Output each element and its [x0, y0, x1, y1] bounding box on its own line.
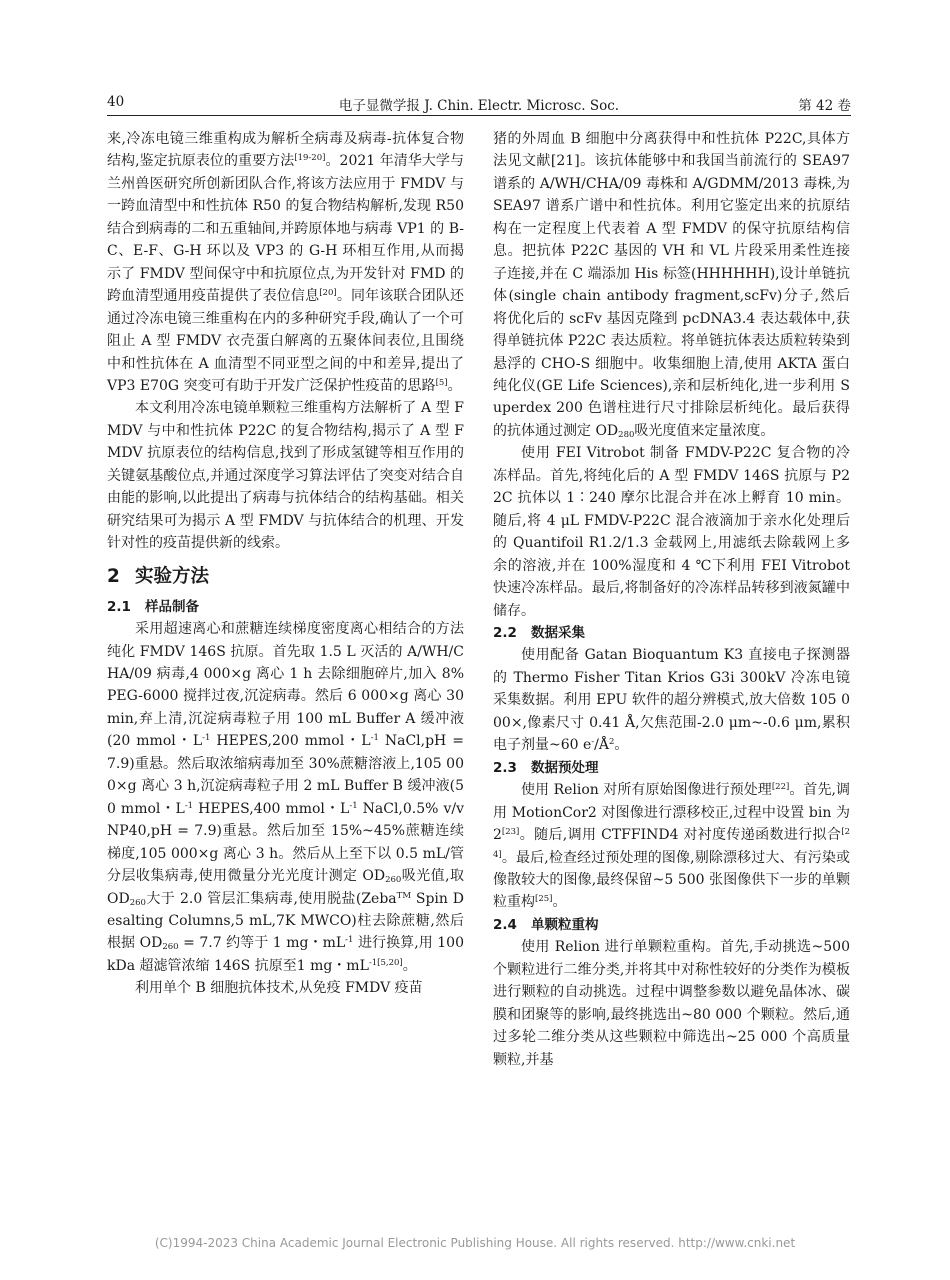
- paragraph-intro-end: 来,冷冻电镜三维重构成为解析全病毒及病毒-抗体复合物结构,鉴定抗原表位的重要方法[19-20]。2021 年清华大学与兰州兽医研究所创新团队合作,将该方法应用于 FMDV 与一跨血清型中和性抗体 R50 的复合物结构解析,发现 R50 结合到病毒的二和五重轴间,并跨原体地与病毒 VP1 的 B-C、E-F、G-H 环以及 VP3 的 G-H 环相互作用,从而揭示了 FMDV 型间保守中和抗原位点,为开发针对 FMD 的跨血清型通用疫苗提供了表位信息[20]。同年该联合团队还通过冷冻电镜三维重构在内的多种研究手段,确认了一个可阻止 A 型 FMDV 衣壳蛋白解离的五聚体间表位,且围绕中和性抗体在 A 血清型不同亚型之间的中和差异,提出了 VP3 E70G 突变可有助于开发广泛保护性疫苗的思路[5]。: [107, 131, 465, 394]
- page-number: 40: [107, 94, 125, 110]
- paragraph-reconstruction: 使用 Relion 进行单颗粒重构。首先,手动挑选~500 个颗粒进行二维分类,并将其中对称性较好的分类作为模板进行颗粒的自动挑选。过程中调整参数以避免晶体冰、碳膜和团聚等的影响,最终挑选出~80 000 个颗粒。然后,通过多轮二维分类从这些颗粒中筛选出~25 000 个高质量颗粒,并基: [493, 939, 850, 1068]
- subsection-heading-data-collection: 2.2 数据采集: [493, 624, 585, 641]
- paragraph-bcell-continued: 猪的外周血 B 细胞中分离获得中和性抗体 P22C,具体方法见文献[21]。该抗体能够中和我国当前流行的 SEA97 谱系的 A/WH/CHA/09 毒株和 A/GDMM/2013 毒株,为 SEA97 谱系广谱中和性抗体。利用它鉴定出来的抗原结构在一定程度上代表着 A 型 FMDV 的保守抗原结构信息。把抗体 P22C 基因的 VH 和 VL 片段采用柔性连接子连接,并在 C 端添加 His 标签(HHHHHH),设计单链抗体(single chain antibody fragment,scFv)分子,然后将优化后的 scFv 基因克隆到 pcDNA3.4 表达载体中,获得单链抗体 P22C 表达质粒。将单链抗体表达质粒转染到悬浮的 CHO-S 细胞中。收集细胞上清,使用 AKTA 蛋白纯化仪(GE Life Sciences),亲和层析纯化,进一步利用 Superdex 200 色谱柱进行尺寸排除层析纯化。最后获得的抗体通过测定 $OD_{280}$吸光度值来定量浓度。: [493, 131, 850, 440]
- citation: [20]: [319, 288, 337, 299]
- copyright-footer: (C)1994-2023 China Academic Journal Electronic Publishing House. All rights reserved. http://www.cnki.net: [154, 1236, 796, 1250]
- citation: -1[5,20]: [368, 957, 403, 968]
- citation: [19-20]: [294, 153, 326, 164]
- citation: [24]: [493, 827, 850, 860]
- paragraph-bcell-start: 利用单个 B 细胞抗体技术,从免疫 FMDV 疫苗: [135, 980, 423, 997]
- paragraph-vitrobot: 使用 FEI Vitrobot 制备 FMDV-P22C 复合物的冷冻样品。首先,将纯化后的 A 型 FMDV 146S 抗原与 P22C 抗体以 1∶240 摩尔比混合并在冰上孵育 10 min。随后,将 4 μL FMDV-P22C 混合液滴加于亲水化处理后的 Quantifoil R1.2/1.3 金载网上,用滤纸去除载网上多余的溶液,并在 100%湿度和 4 ℃下利用 FEI Vitrobot 快速冷冻样品。最后,将制备好的冷冻样品转移到液氮罐中储存。: [493, 445, 850, 619]
- paragraph-this-work: 本文利用冷冻电镜单颗粒三维重构方法解析了 A 型 FMDV 与中和性抗体 P22C 的复合物结构,揭示了 A 型 FMDV 抗原表位的结构信息,找到了形成氢键等相互作用的关键氨基酸位点,并通过深度学习算法评估了突变对结合自由能的影响,以此提出了病毒与抗体结合的结构基础。相关研究结果可为揭示 A 型 FMDV 与抗体结合的机理、开发针对性的疫苗提供新的线索。: [107, 400, 464, 552]
- paragraph-data-collection: 使用配备 Gatan Bioquantum K3 直接电子探测器的 Thermo Fisher Titan Krios G3i 300kV 冷冻电镜采集数据。利用 EPU 软件的超分辨模式,放大倍数 105 000×,像素尺寸 0.41 Å,欠焦范围-2.0 μm~-0.6 μm,累积电子剂量~60 $e^-/Å^2$。: [493, 647, 850, 754]
- right-column: [493, 128, 850, 1071]
- subsection-heading-sample-prep: 2.1 样品制备: [107, 598, 199, 615]
- section-heading-methods: 2 实验方法: [107, 565, 210, 587]
- citation: [22]: [771, 782, 790, 793]
- volume-label: 第 42 卷: [798, 98, 851, 114]
- citation: [23]: [501, 827, 520, 838]
- citation: [5]: [435, 377, 448, 388]
- running-header: [107, 92, 851, 116]
- left-column: [107, 128, 464, 1000]
- citation: [25]: [535, 894, 553, 905]
- journal-title: 电子显微学报 J. Chin. Electr. Microsc. Soc.: [338, 98, 620, 114]
- subsection-heading-reconstruction: 2.4 单颗粒重构: [493, 916, 599, 933]
- paragraph-sample-prep: 采用超速离心和蔗糖连续梯度密度离心相结合的方法纯化 FMDV 146S 抗原。首先取 1.5 L 灭活的 A/WH/CHA/09 病毒,4 000×g 离心 1 h 去除细胞碎片,加入 8% PEG-6000 搅拌过夜,沉淀病毒。然后 6 000×g 离心 30 min,弃上清,沉淀病毒粒子用 100 mL Buffer A 缓冲液(20 mmol・$L^{-1}$ HEPES,200 mmol・$L^{-1}$ NaCl,pH = 7.9)重悬。然后取浓缩病毒加至 30%蔗糖溶液上,105 000×g 离心 3 h,沉淀病毒粒子用 2 mL Buffer B 缓冲液(50 mmol・$L^{-1}$ HEPES,400 mmol・$L^{-1}$ NaCl,0.5% v/v NP40,pH = 7.9)重悬。然后加至 15%~45%蔗糖连续梯度,105 000×g 离心 3 h。然后从上至下以 0.5 mL/管分层收集病毒,使用微量分光光度计测定 $OD_{260}$吸光值,取 $OD_{260}$大于 2.0 管层汇集病毒,使用脱盐(Zeba™ Spin Desalting Columns,5 mL,7K MWCO)柱去除蔗糖,然后根据 $OD_{260} = 7.7$ 约等于 1 mg・$mL^{-1}$ 进行换算,用 100 kDa 超滤管浓缩 146S 抗原至1 mg・$mL^{-1[5,20]}$。: [107, 621, 464, 974]
- subsection-heading-preprocessing: 2.3 数据预处理: [493, 759, 599, 776]
- paragraph-preprocessing: 使用 Relion 对所有原始图像进行预处理[22]。首先,调用 MotionCor2 对图像进行漂移校正,过程中设置 bin 为 2[23]。随后,调用 CTFFIND4 对衬度传递函数进行拟合[24]。最后,检查经过预处理的图像,剔除漂移过大、有污染或像散较大的图像,最终保留~5 500 张图像供下一步的单颗粒重构[25]。: [493, 782, 850, 911]
